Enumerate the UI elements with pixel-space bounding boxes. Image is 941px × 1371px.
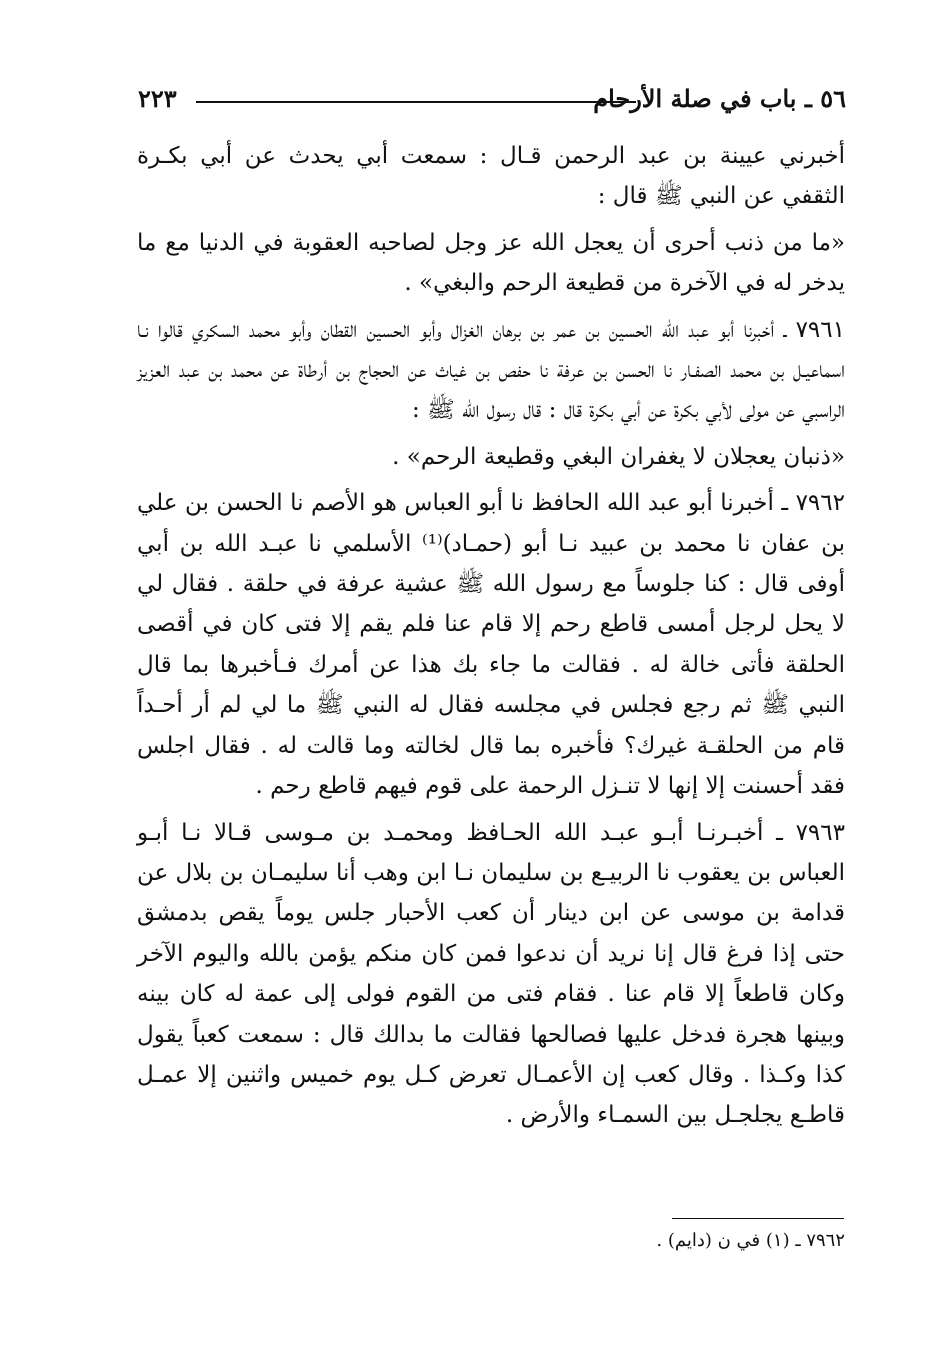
header-rule [196,101,636,103]
hadith-quote: «ما من ذنب أحرى أن يعجل الله عز وجل لصاحبه العقوبة في الدنيا مع ما يدخر له في الآخرة من قطيعة الرحم والبغي» . [137,229,845,297]
page-number: ٢٢٣ [138,84,177,113]
hadith-paragraph: أخبرني عيينة بن عبد الرحمن قـال : سمعت أبي يحدث عن أبي بكـرة الثقفي عن النبي ﷺ قال : [137,143,845,210]
hadith-paragraph-7963: ٧٩٦٣ ـ أخبـرنـا أبـو عبـد الله الحـافظ ومحمـد بن مـوسى قـالا نـا أبـو العباس بن يعقوب نا الربيـع بن سليمان نـا ابن وهب أنا سليمـان بن بلال عن قدامة بن موسى عن ابن دينار أن كعب الأحبار جلس يوماً يقص بدمشق حتى إذا فرغ قال إنا نريد أن ندعوا فمن كان منكم يؤمن بالله واليوم الآخر وكان قاطعاً إلا قام عنا . فقام فتى من القوم فولى إلى عمة له كان بينه وبينها هجرة فدخل عليها فصالحها فقالت ما بدالك قال : سمعت كعباً يقول كذا وكـذا . وقال كعب إن الأعمـال تعرض كـل يوم خميس واثنين إلا عمـل قاطـع يجلجـل بين السمـاء والأرض . [136,819,845,1129]
page-body [137,136,845,1142]
page-header [138,78,846,118]
hadith-quote: «ذنبان يعجلان لا يغفران البغي وقطيعة الرحم» . [392,443,845,470]
footnote-rule [672,1218,844,1219]
hadith-paragraph-7962: ٧٩٦٢ ـ أخبرنا أبو عبد الله الحافظ نا أبو العباس هو الأصم نا الحسن بن علي بن عفان نا محمد بن عبيد نـا أبو (حمـاد)⁽¹⁾ الأسلمي نا عبـد الله بن أبي أوفى قال : كنا جلوساً مع رسول الله ﷺ عشية عرفة في حلقة . فقال لي لا يحل لرجل أمسى قاطع رحم إلا قام عنا فلم يقم إلا فتى كان في أقصى الحلقة فأتى خالة له . فقالت ما جاء بك هذا عن أمرك فـأخبرها بما قال النبي ﷺ ثم رجع فجلس في مجلسه فقال له النبي ﷺ ما لي لم أر أحـداً قام من الحلقـة غيرك؟ فأخبره بما قال لخالته وما قالت له . فقال اجلس فقد أحسنت إلا إنها لا تنـزل الرحمة على قوم فيهم قاطع رحم . [137,490,845,800]
footnote: ٧٩٦٢ ـ (١) في ن (دايم) . [656,1230,845,1251]
hadith-paragraph-7961: ٧٩٦١ ـ أخبرنا أبو عبد الله الحسين بن عمر بن برهان الغزال وأبو الحسين القطان وأبو محمد السكري قالوا نـا اسماعيـل بن محمد الصفـار نا الحسن بن عرفة نا حفص بن غياث عن الحجاج بن أرطاة عن محمد بن عبد العزيز الراسبي عن مولى لأبي بكرة عن أبي بكرة قال : قال رسول الله ﷺ : [137,316,845,424]
chapter-title: ٥٦ ـ باب في صلة الأرحام [593,84,846,113]
